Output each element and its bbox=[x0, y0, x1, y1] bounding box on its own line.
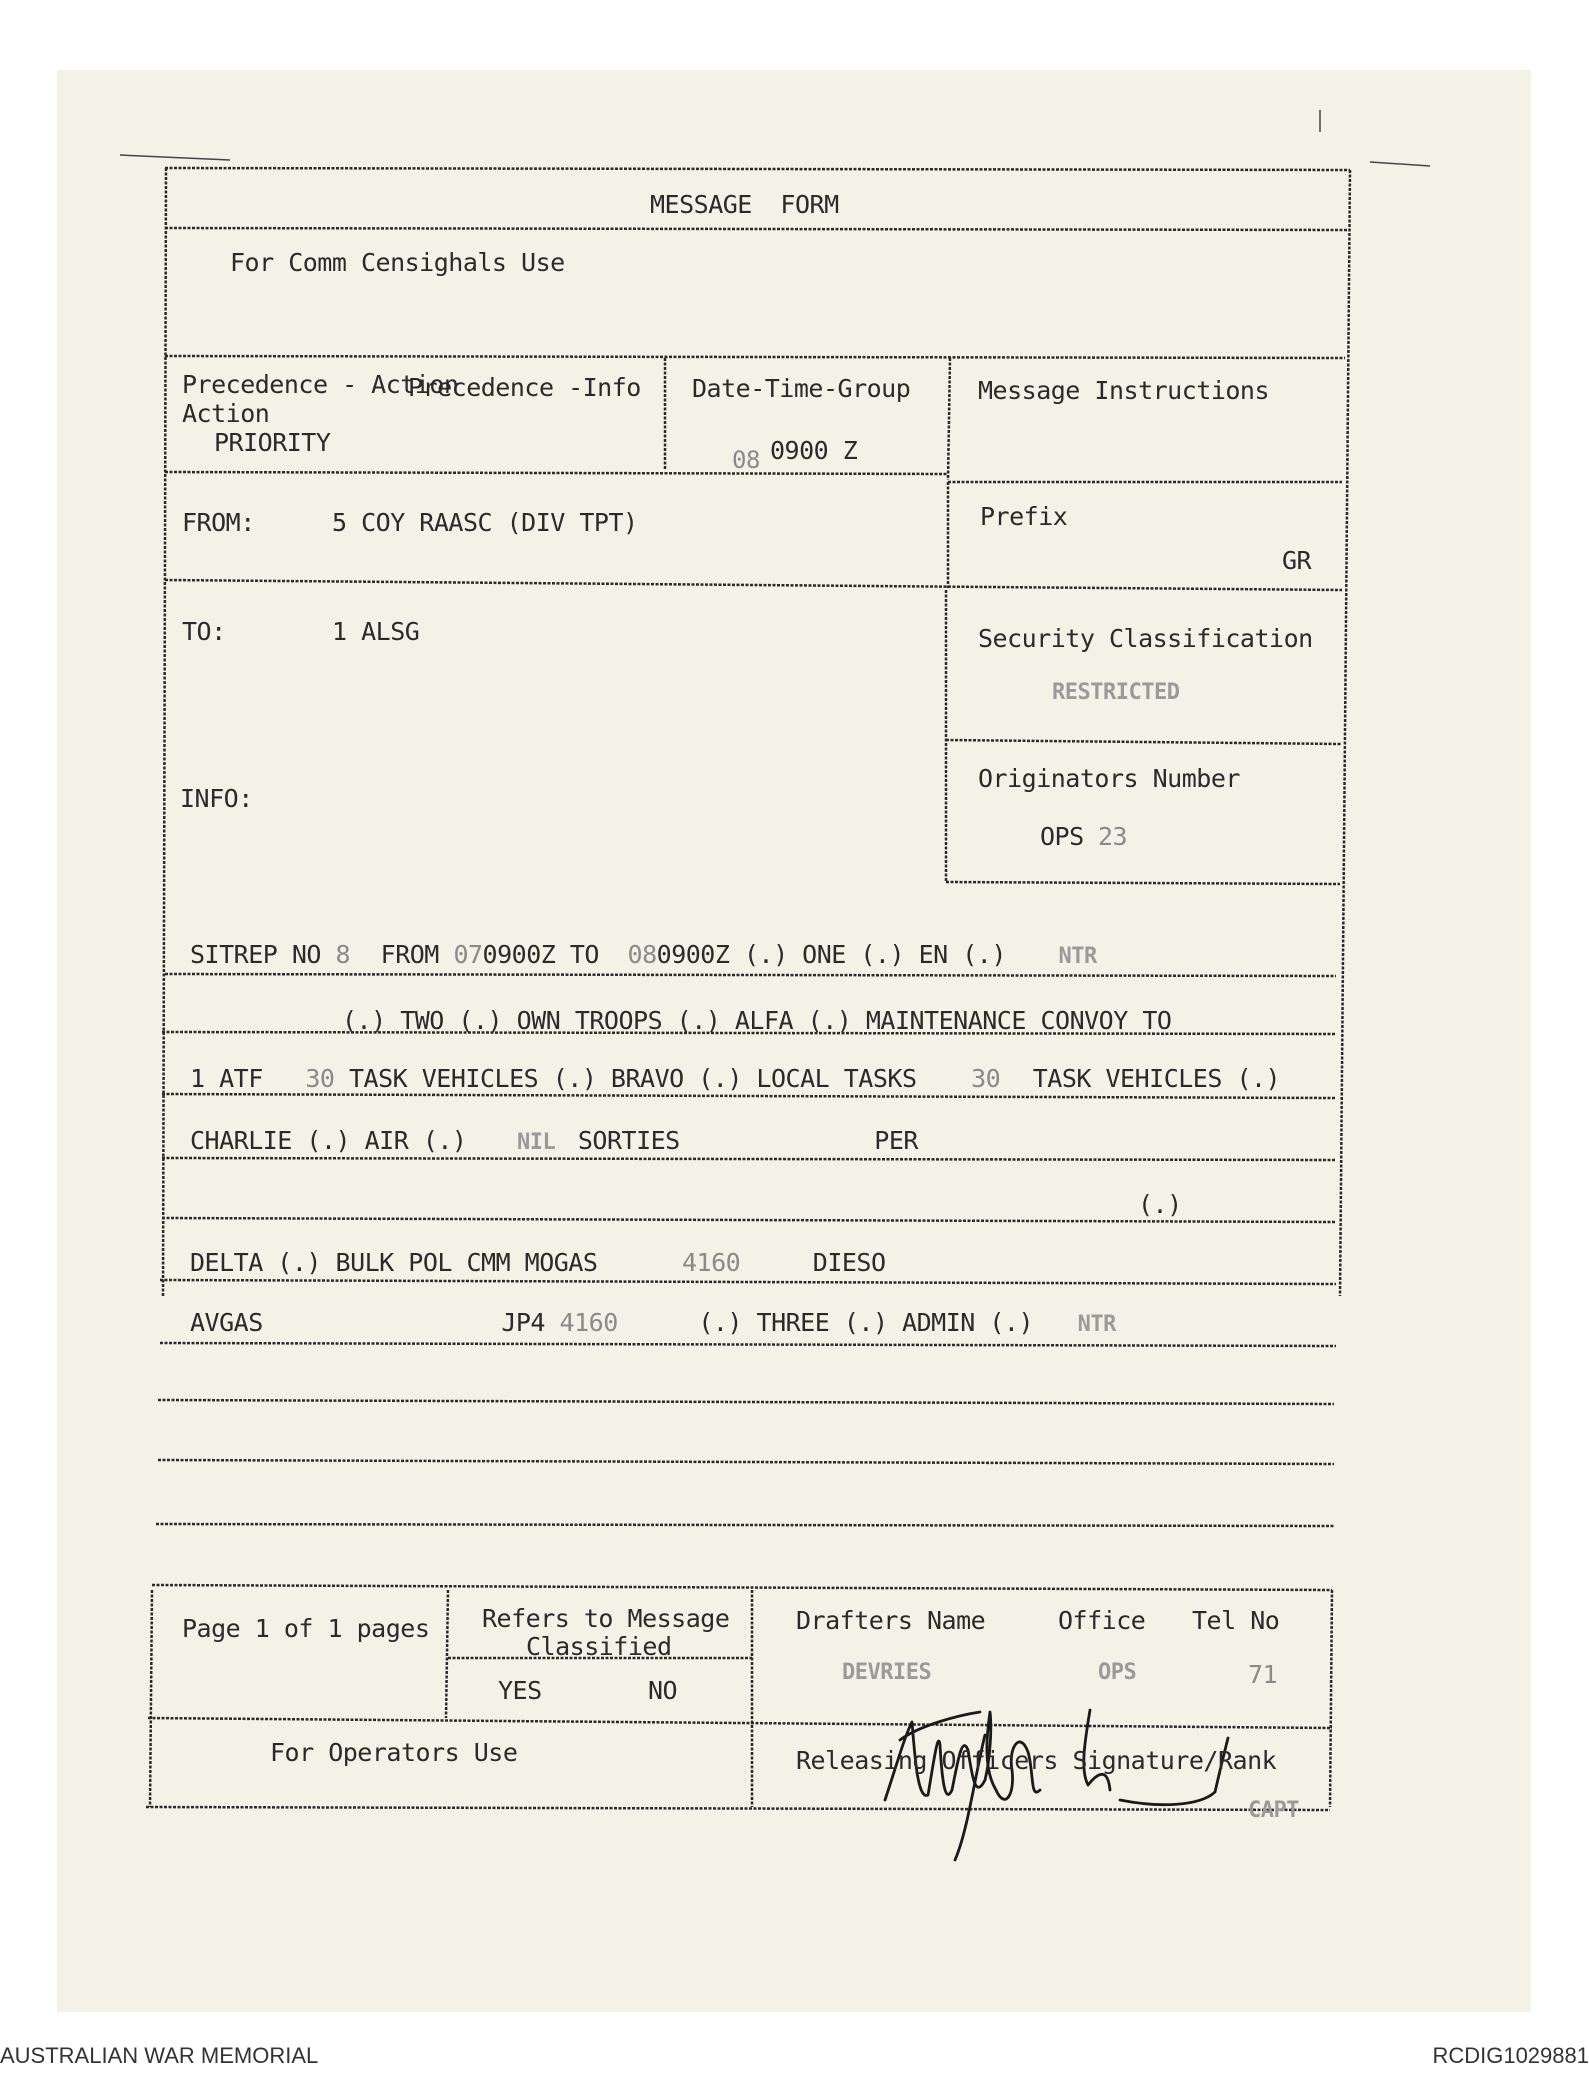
tel-no-label: Tel No bbox=[1192, 1606, 1280, 1635]
releasing-officer-label: Releasing Officers Signature/Rank bbox=[796, 1746, 1277, 1775]
page-count: Page 1 of 1 pages bbox=[182, 1614, 430, 1643]
message-instructions-label: Message Instructions bbox=[978, 376, 1270, 405]
precedence-action-label: Precedence - Action bbox=[182, 370, 459, 399]
comm-centre-label: For Comm Censighals Use bbox=[230, 248, 565, 277]
originators-number-value: OPS bbox=[1040, 822, 1084, 851]
msg-line-5: (.) bbox=[1138, 1190, 1182, 1219]
form-title: MESSAGE FORM bbox=[650, 190, 839, 219]
office-label: Office bbox=[1058, 1606, 1146, 1635]
dtg-value: 0900 Z bbox=[770, 436, 858, 465]
archive-name: AUSTRALIAN WAR MEMORIAL bbox=[0, 2043, 319, 2068]
security-classification-label: Security Classification bbox=[978, 624, 1313, 653]
drafters-name-label: Drafters Name bbox=[796, 1606, 986, 1635]
prefix-label: Prefix bbox=[980, 502, 1068, 531]
to-value: 1 ALSG bbox=[332, 617, 420, 646]
tel-no-stamp: 71 bbox=[1248, 1660, 1278, 1689]
originators-number-label: Originators Number bbox=[978, 764, 1240, 793]
to-label: TO: bbox=[182, 617, 226, 646]
refers-to-label: Refers to Message bbox=[482, 1604, 730, 1633]
from-label: FROM: bbox=[182, 508, 255, 537]
operators-use-label: For Operators Use bbox=[270, 1738, 518, 1767]
msg-line-3: 1 ATF 30 TASK VEHICLES (.) BRAVO (.) LOCAL TASKS 30 TASK VEHICLES (.) bbox=[190, 1064, 1281, 1093]
precedence-info-label: Precedence -Info bbox=[408, 373, 641, 402]
drafters-name-stamp: DEVRIES bbox=[842, 1660, 932, 1685]
yes-option: YES bbox=[498, 1676, 542, 1705]
msg-line-7: AVGAS JP4 4160 (.) THREE (.) ADMIN (.) NTR bbox=[190, 1308, 1116, 1337]
info-label: INFO: bbox=[180, 784, 253, 813]
originators-number-stamp: 23 bbox=[1098, 822, 1128, 851]
msg-line-2: (.) TWO (.) OWN TROOPS (.) ALFA (.) MAINTENANCE CONVOY TO bbox=[342, 1006, 1172, 1035]
from-value: 5 COY RAASC (DIV TPT) bbox=[332, 508, 638, 537]
prefix-value: GR bbox=[1282, 546, 1312, 575]
security-classification-stamp: RESTRICTED bbox=[1052, 680, 1180, 705]
no-option: NO bbox=[648, 1676, 678, 1705]
dtg-label: Date-Time-Group bbox=[692, 374, 911, 403]
rank-stamp: CAPT bbox=[1248, 1798, 1299, 1823]
precedence-action-value: PRIORITY bbox=[214, 428, 331, 457]
classified-label: Classified bbox=[526, 1632, 672, 1661]
archive-id: RCDIG1029881 bbox=[1432, 2043, 1589, 2068]
msg-line-4: CHARLIE (.) AIR (.) NIL SORTIES PER bbox=[190, 1126, 918, 1155]
msg-line-1: SITREP NO 8 FROM 070900Z TO 080900Z (.) ONE (.) EN (.) NTR bbox=[190, 940, 1097, 969]
officer-signature bbox=[885, 1710, 1228, 1860]
precedence-action-label-2: Action bbox=[182, 399, 270, 428]
msg-line-6: DELTA (.) BULK POL CMM MOGAS 4160 DIESO bbox=[190, 1248, 886, 1277]
dtg-day-stamp: 08 bbox=[732, 446, 760, 474]
office-stamp: OPS bbox=[1098, 1660, 1137, 1685]
